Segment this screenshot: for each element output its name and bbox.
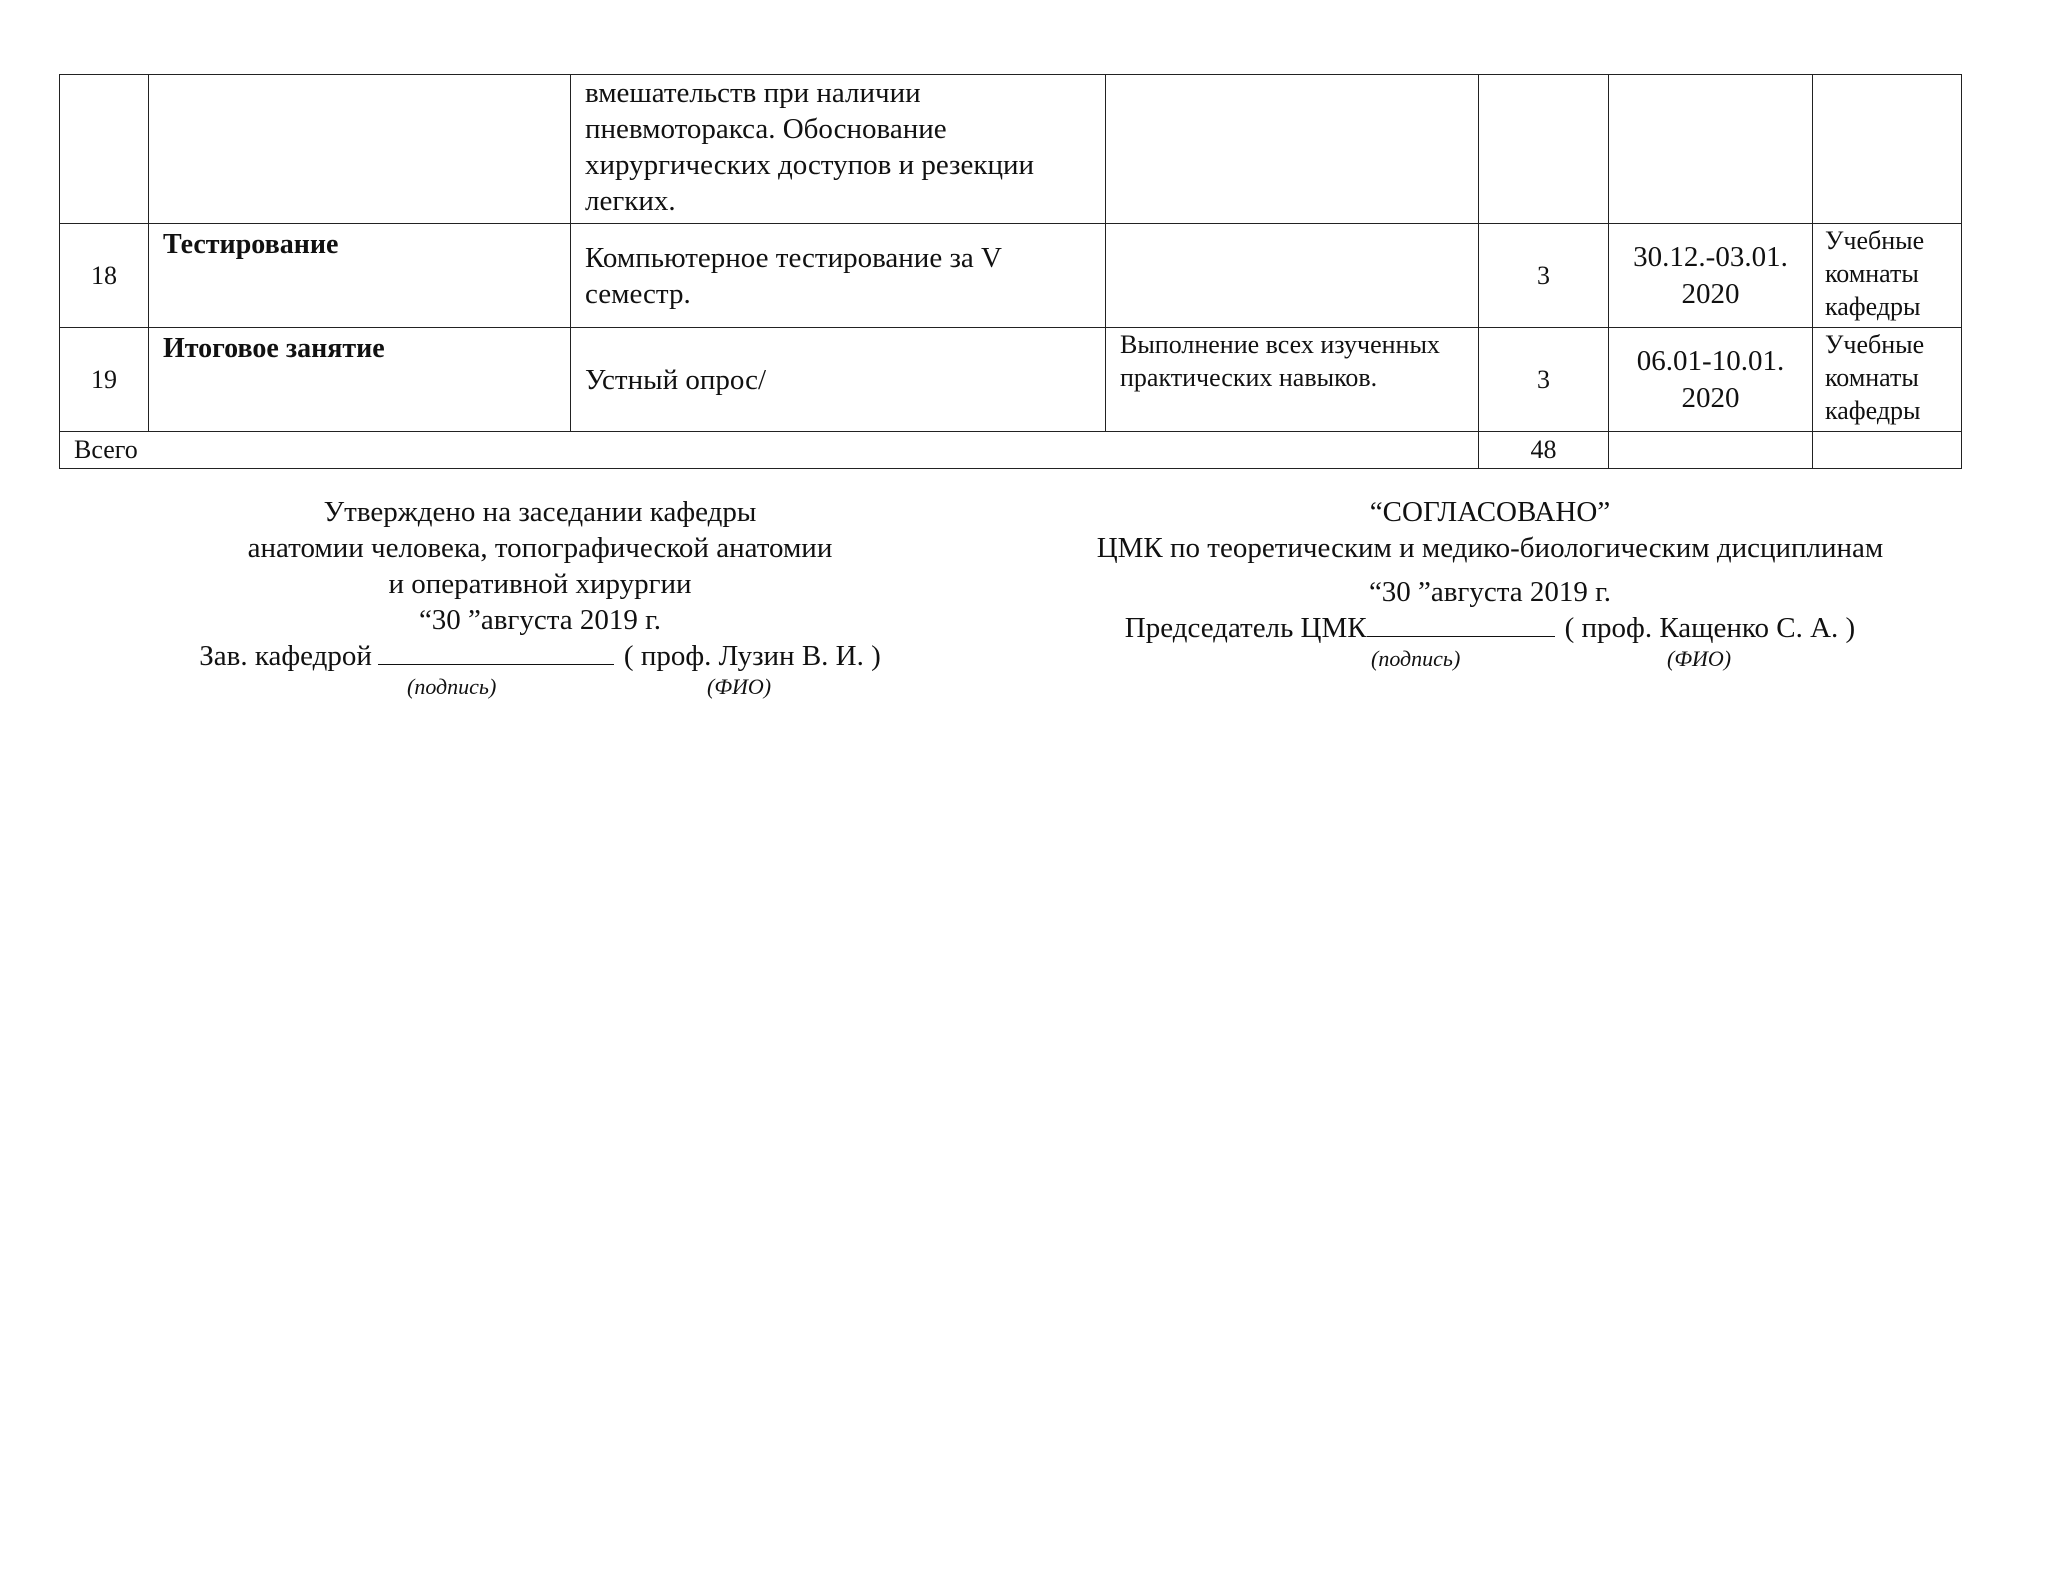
signer-role: Председатель ЦМК	[1124, 612, 1367, 644]
total-hours: 48	[1479, 432, 1609, 469]
row-topic: Тестирование	[149, 224, 571, 328]
row-hours: 3	[1479, 328, 1609, 432]
row-place	[1813, 75, 1962, 224]
signature-blank	[378, 638, 614, 665]
row-content: Компьютерное тестирование за V семестр.	[571, 224, 1106, 328]
row-dates: 30.12.-03.01. 2020	[1609, 224, 1813, 328]
signature-line	[1010, 610, 1970, 646]
row-number: 19	[60, 328, 149, 432]
signer-name: ( проф. Лузин В. И. )	[623, 640, 881, 672]
row-dates	[1609, 75, 1813, 224]
row-skills	[1106, 75, 1479, 224]
caption-signature: (подпись)	[407, 674, 497, 699]
row-skills	[1106, 224, 1479, 328]
schedule-table	[59, 74, 1962, 469]
table-total-row	[60, 432, 1962, 469]
row-number: 18	[60, 224, 149, 328]
department-name: анатомии человека, топографической анатомии	[247, 532, 833, 564]
total-label: Всего	[60, 432, 1479, 469]
caption-signature: (подпись)	[1371, 646, 1461, 671]
table-row	[60, 224, 1962, 328]
signer-role: Зав. кафедрой	[199, 640, 372, 672]
commission-approval-block	[1010, 494, 1970, 672]
row-place: Учебные комнаты кафедры	[1813, 224, 1962, 328]
signature-captions	[1010, 646, 1970, 672]
row-place: Учебные комнаты кафедры	[1813, 328, 1962, 432]
row-content: Устный опрос/	[571, 328, 1106, 432]
total-empty-cell	[1609, 432, 1813, 469]
signature-line	[120, 638, 960, 674]
signer-name: ( проф. Кащенко С. А. )	[1564, 612, 1856, 644]
row-dates: 06.01-10.01. 2020	[1609, 328, 1813, 432]
commission-name: ЦМК по теоретическим и медико-биологическим дисциплинам	[1096, 532, 1884, 564]
department-name-cont: и оперативной хирургии	[388, 568, 692, 600]
signature-captions	[120, 674, 960, 700]
row-skills: Выполнение всех изученных практических навыков.	[1106, 328, 1479, 432]
department-approval-block	[120, 494, 960, 700]
row-topic	[149, 75, 571, 224]
caption-name: (ФИО)	[1667, 646, 1732, 671]
row-content: вмешательств при наличии пневмоторакса. Обоснование хирургических доступов и резекции легких.	[571, 75, 1106, 224]
approval-date: “30 ”августа 2019 г.	[418, 604, 662, 636]
row-number	[60, 75, 149, 224]
row-topic: Итоговое занятие	[149, 328, 571, 432]
approval-heading: Утверждено на заседании кафедры	[323, 496, 757, 528]
table-row	[60, 75, 1962, 224]
row-hours	[1479, 75, 1609, 224]
approval-date: “30 ”августа 2019 г.	[1368, 576, 1612, 608]
caption-name: (ФИО)	[707, 674, 772, 699]
row-hours: 3	[1479, 224, 1609, 328]
total-empty-cell	[1813, 432, 1962, 469]
table-row	[60, 328, 1962, 432]
signature-blank	[1367, 610, 1555, 637]
agreed-heading: “СОГЛАСОВАНО”	[1369, 496, 1611, 528]
